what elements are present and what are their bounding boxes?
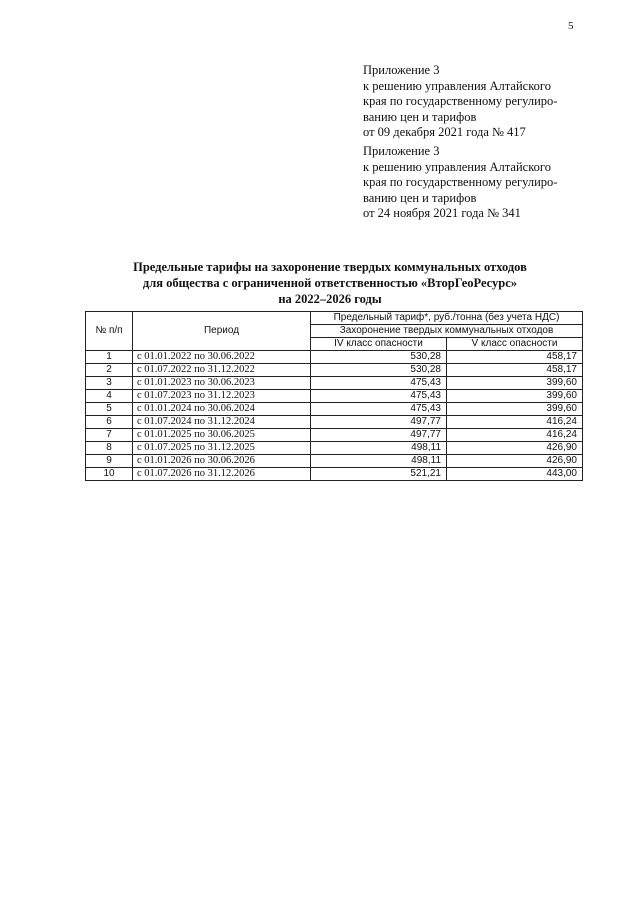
row-number: 2 [86, 364, 133, 377]
row-number: 4 [86, 390, 133, 403]
table-row [86, 416, 583, 429]
row-number: 3 [86, 377, 133, 390]
appendix-line: ванию цен и тарифов [363, 109, 477, 124]
appendix-reference-2 [363, 144, 593, 222]
row-period: с 01.01.2023 по 30.06.2023 [133, 377, 311, 390]
row-class-4-tariff: 530,28 [311, 364, 447, 377]
title-line: на 2022–2026 годы [278, 292, 382, 306]
table-row [86, 468, 583, 481]
table-row [86, 351, 583, 364]
row-number: 6 [86, 416, 133, 429]
row-class-4-tariff: 475,43 [311, 377, 447, 390]
row-class-4-tariff: 530,28 [311, 351, 447, 364]
header-period: Период [133, 312, 311, 351]
row-class-4-tariff: 497,77 [311, 429, 447, 442]
header-num: № п/п [86, 312, 133, 351]
title-line: Предельные тарифы на захоронение твердых коммунальных отходов [133, 260, 527, 274]
title-line: для общества с ограниченной ответственностью «ВторГеоРесурс» [142, 276, 518, 290]
row-class-5-tariff: 399,60 [447, 377, 583, 390]
row-number: 5 [86, 403, 133, 416]
row-number: 10 [86, 468, 133, 481]
row-class-5-tariff: 426,90 [447, 442, 583, 455]
row-number: 9 [86, 455, 133, 468]
appendix-line: к решению управления Алтайского [363, 78, 551, 93]
row-class-5-tariff: 416,24 [447, 429, 583, 442]
row-period: с 01.01.2022 по 30.06.2022 [133, 351, 311, 364]
table-row [86, 442, 583, 455]
row-class-5-tariff: 458,17 [447, 351, 583, 364]
row-class-4-tariff: 475,43 [311, 403, 447, 416]
page-number: 5 [568, 20, 574, 32]
row-class-5-tariff: 416,24 [447, 416, 583, 429]
appendix-line: от 24 ноября 2021 года № 341 [363, 206, 521, 220]
row-period: с 01.01.2026 по 30.06.2026 [133, 455, 311, 468]
table-row [86, 364, 583, 377]
row-period: с 01.07.2025 по 31.12.2025 [133, 442, 311, 455]
row-period: с 01.07.2024 по 31.12.2024 [133, 416, 311, 429]
row-period: с 01.07.2022 по 31.12.2022 [133, 364, 311, 377]
row-number: 1 [86, 351, 133, 364]
appendix-line: Приложение 3 [363, 144, 440, 158]
row-class-4-tariff: 521,21 [311, 468, 447, 481]
row-class-4-tariff: 497,77 [311, 416, 447, 429]
header-class-5: V класс опасности [447, 338, 583, 351]
document-title [60, 259, 600, 307]
row-class-4-tariff: 498,11 [311, 455, 447, 468]
table-row [86, 403, 583, 416]
appendix-line: ванию цен и тарифов [363, 190, 477, 205]
row-period: с 01.07.2026 по 31.12.2026 [133, 468, 311, 481]
row-class-4-tariff: 498,11 [311, 442, 447, 455]
row-class-4-tariff: 475,43 [311, 390, 447, 403]
appendix-line: к решению управления Алтайского [363, 159, 551, 174]
row-class-5-tariff: 443,00 [447, 468, 583, 481]
row-class-5-tariff: 399,60 [447, 403, 583, 416]
row-number: 8 [86, 442, 133, 455]
row-number: 7 [86, 429, 133, 442]
header-tariff: Предельный тариф*, руб./тонна (без учета НДС) [311, 312, 583, 325]
table-row [86, 377, 583, 390]
row-period: с 01.01.2024 по 30.06.2024 [133, 403, 311, 416]
table-row [86, 429, 583, 442]
tariff-table [85, 311, 583, 481]
row-period: с 01.01.2025 по 30.06.2025 [133, 429, 311, 442]
appendix-line: края по государственному регулиро- [363, 175, 558, 189]
header-disposal: Захоронение твердых коммунальных отходов [311, 325, 583, 338]
row-class-5-tariff: 458,17 [447, 364, 583, 377]
row-class-5-tariff: 399,60 [447, 390, 583, 403]
appendix-line: Приложение 3 [363, 63, 440, 77]
table-row [86, 455, 583, 468]
appendix-line: края по государственному регулиро- [363, 94, 558, 108]
header-class-4: IV класс опасности [311, 338, 447, 351]
row-class-5-tariff: 426,90 [447, 455, 583, 468]
row-period: с 01.07.2023 по 31.12.2023 [133, 390, 311, 403]
table-row [86, 390, 583, 403]
appendix-line: от 09 декабря 2021 года № 417 [363, 125, 526, 139]
appendix-reference-1 [363, 63, 593, 141]
